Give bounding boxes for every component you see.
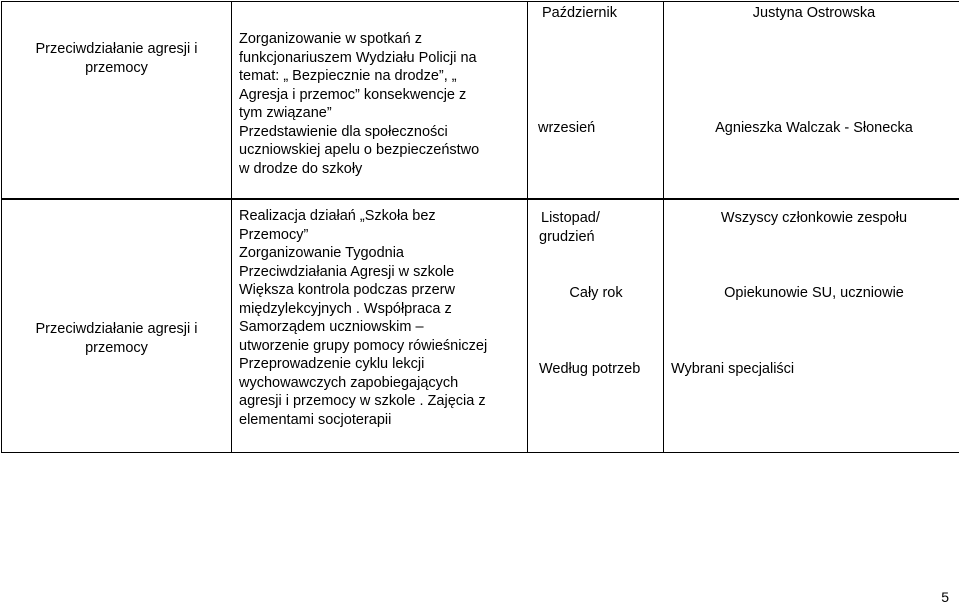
activity-line: międzylekcyjnych . Współpraca z [239,300,452,317]
person-cell-2 [664,284,959,303]
term-cell-2 [538,119,595,138]
activity-line: Przemocy” [239,226,309,243]
person-cell-3 [671,360,794,379]
activity-line: funkcjonariuszem Wydziału Policji na [239,49,477,66]
term-cell-2 [528,284,664,303]
table-1 [1,1,959,199]
activity-line: Agresja i przemoc” konsekwencje z [239,86,467,103]
person-cell-1 [664,209,959,228]
term-text: grudzień [539,228,595,245]
activity-line: agresji i przemocy w szkole . Zajęcia z [239,393,486,409]
term-text: Listopad/ [541,210,600,226]
page-number: 5 [941,589,949,605]
person-text: Justyna Ostrowska [752,5,876,21]
activity-line: elementami socjoterapii [239,411,392,428]
activity-line: Przeprowadzenie cyklu lekcji [239,356,425,372]
term-text: wrzesień [538,120,596,136]
activity-line: temat: „ Bezpiecznie na drodze”, „ [239,68,457,84]
area-text: Przeciwdziałanie agresji i przemocy [35,41,198,76]
person-text: Opiekunowie SU, uczniowie [724,285,904,301]
person-text: Wszyscy członkowie zespołu [720,210,908,226]
term-text: Według potrzeb [539,361,641,377]
person-text: Agnieszka Walczak - Słonecka [715,120,913,136]
area-cell [2,320,231,357]
activity-line: Zorganizowanie w spotkań z [239,31,422,47]
activity-line: uczniowskiej apelu o bezpieczeństwo [239,142,480,158]
activity-line: Przedstawienie dla społeczności [239,123,448,140]
activity-line: Zorganizowanie Tygodnia [239,245,404,261]
term-text: Cały rok [569,285,623,301]
table-2 [1,199,959,453]
activity-line: Przeciwdziałania Agresji w szkole [239,263,455,280]
area-cell [2,40,231,77]
activity-line: Samorządem uczniowskim – [239,319,424,335]
activity-line: w drodze do szkoły [239,160,363,177]
term-cell-3 [539,360,640,379]
activity-line: tym związane” [239,105,332,121]
term-cell-1 [539,209,600,246]
activity-line: utworzenie grupy pomocy rówieśniczej [239,337,488,354]
term-text: Październik [542,5,617,21]
term-cell-1 [542,4,617,23]
activity-line: Realizacja działań „Szkoła bez [239,208,436,224]
activity-line: Większa kontrola podczas przerw [239,282,455,298]
area-text: Przeciwdziałanie agresji i przemocy [35,321,198,356]
activity-line: wychowawczych zapobiegających [239,374,459,391]
person-cell-2 [664,119,959,138]
activities-cell [239,30,524,178]
activities-cell [239,207,524,429]
person-cell-1 [664,4,959,23]
person-text: Wybrani specjaliści [671,361,795,377]
